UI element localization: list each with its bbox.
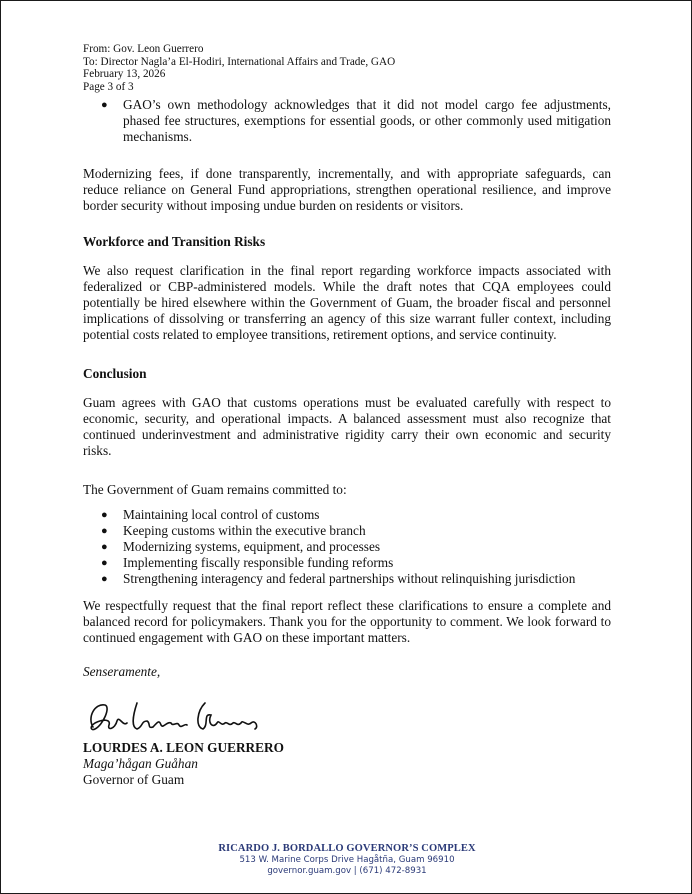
bullet-icon: ● — [101, 525, 108, 537]
footer-contact: governor.guam.gov | (671) 472-8931 — [267, 866, 427, 876]
signer-title-native: Maga’hågan Guåhan — [83, 756, 198, 771]
bullet-icon: ● — [101, 573, 108, 585]
paragraph-conclusion: Guam agrees with GAO that customs operations must be evaluated carefully with respect to economic, security, and operational impacts. A balanced assessment must also recognize that continued underinvestment and administrative rigidity carry their own economic and security risks. — [83, 395, 611, 458]
signer-title: Governor of Guam — [83, 772, 185, 787]
letterhead-footer — [1, 843, 692, 877]
bullet-icon: ● — [101, 99, 108, 111]
paragraph-closing-request: We respectfully request that the final report reflect these clarifications to ensure a complete and balanced record for policymakers. Thank you for the opportunity to comment. We look forward to continued engagement with GAO on these important matters. — [83, 598, 611, 645]
list-item: ● Maintaining local control of customs — [101, 507, 320, 522]
signature-image — [85, 697, 265, 742]
list-item: ● Implementing fiscally responsible funding reforms — [101, 555, 394, 570]
paragraph-committed-intro: The Government of Guam remains committed to: — [83, 482, 347, 497]
commitments-list — [101, 507, 611, 587]
footer-address: 513 W. Marine Corps Drive Hagåtña, Guam 96910 — [239, 855, 455, 865]
section-heading-workforce: Workforce and Transition Risks — [83, 234, 266, 249]
intro-bullet-list — [101, 97, 611, 145]
closing-salutation: Senseramente, — [83, 664, 161, 679]
header-date: February 13, 2026 — [83, 68, 166, 81]
bullet-icon: ● — [101, 509, 108, 521]
list-item: ● Keeping customs within the executive branch — [101, 523, 366, 538]
section-heading-conclusion: Conclusion — [83, 366, 147, 381]
bullet-icon: ● — [101, 557, 108, 569]
footer-building: RICARDO J. BORDALLO GOVERNOR’S COMPLEX — [218, 843, 476, 854]
bullet-icon: ● — [101, 541, 108, 553]
header-page-number: Page 3 of 3 — [83, 80, 134, 93]
header-to: To: Director Nagla’a El-Hodiri, International Affairs and Trade, GAO — [83, 55, 396, 68]
paragraph-workforce: We also request clarification in the final report regarding workforce impacts associated with federalized or CBP-administered models. While the draft notes that CQA employees could potentially be hired elsewhere within the Government of Guam, the broader fiscal and personnel implications of dissolving or transferring an agency of this size warrant fuller context, including potential costs related to employee transitions, retirement options, and service continuity. — [83, 263, 611, 342]
list-item: ● GAO’s own methodology acknowledges that it did not model cargo fee adjustments, phased fee structures, exemptions for essential goods, or other commonly used mitigation mechanisms. — [101, 97, 611, 144]
header-from: From: Gov. Leon Guerrero — [83, 43, 204, 55]
list-item: ● Modernizing systems, equipment, and processes — [101, 539, 381, 554]
signer-name: LOURDES A. LEON GUERRERO — [83, 740, 284, 755]
letter-header — [83, 43, 395, 93]
list-item: ● Strengthening interagency and federal partnerships without relinquishing jurisdiction — [101, 571, 576, 586]
paragraph-modernizing: Modernizing fees, if done transparently, incrementally, and with appropriate safeguards, can reduce reliance on General Fund appropriations, strengthen operational resilience, and improve border security without imposing undue burden on residents or visitors. — [83, 166, 611, 213]
